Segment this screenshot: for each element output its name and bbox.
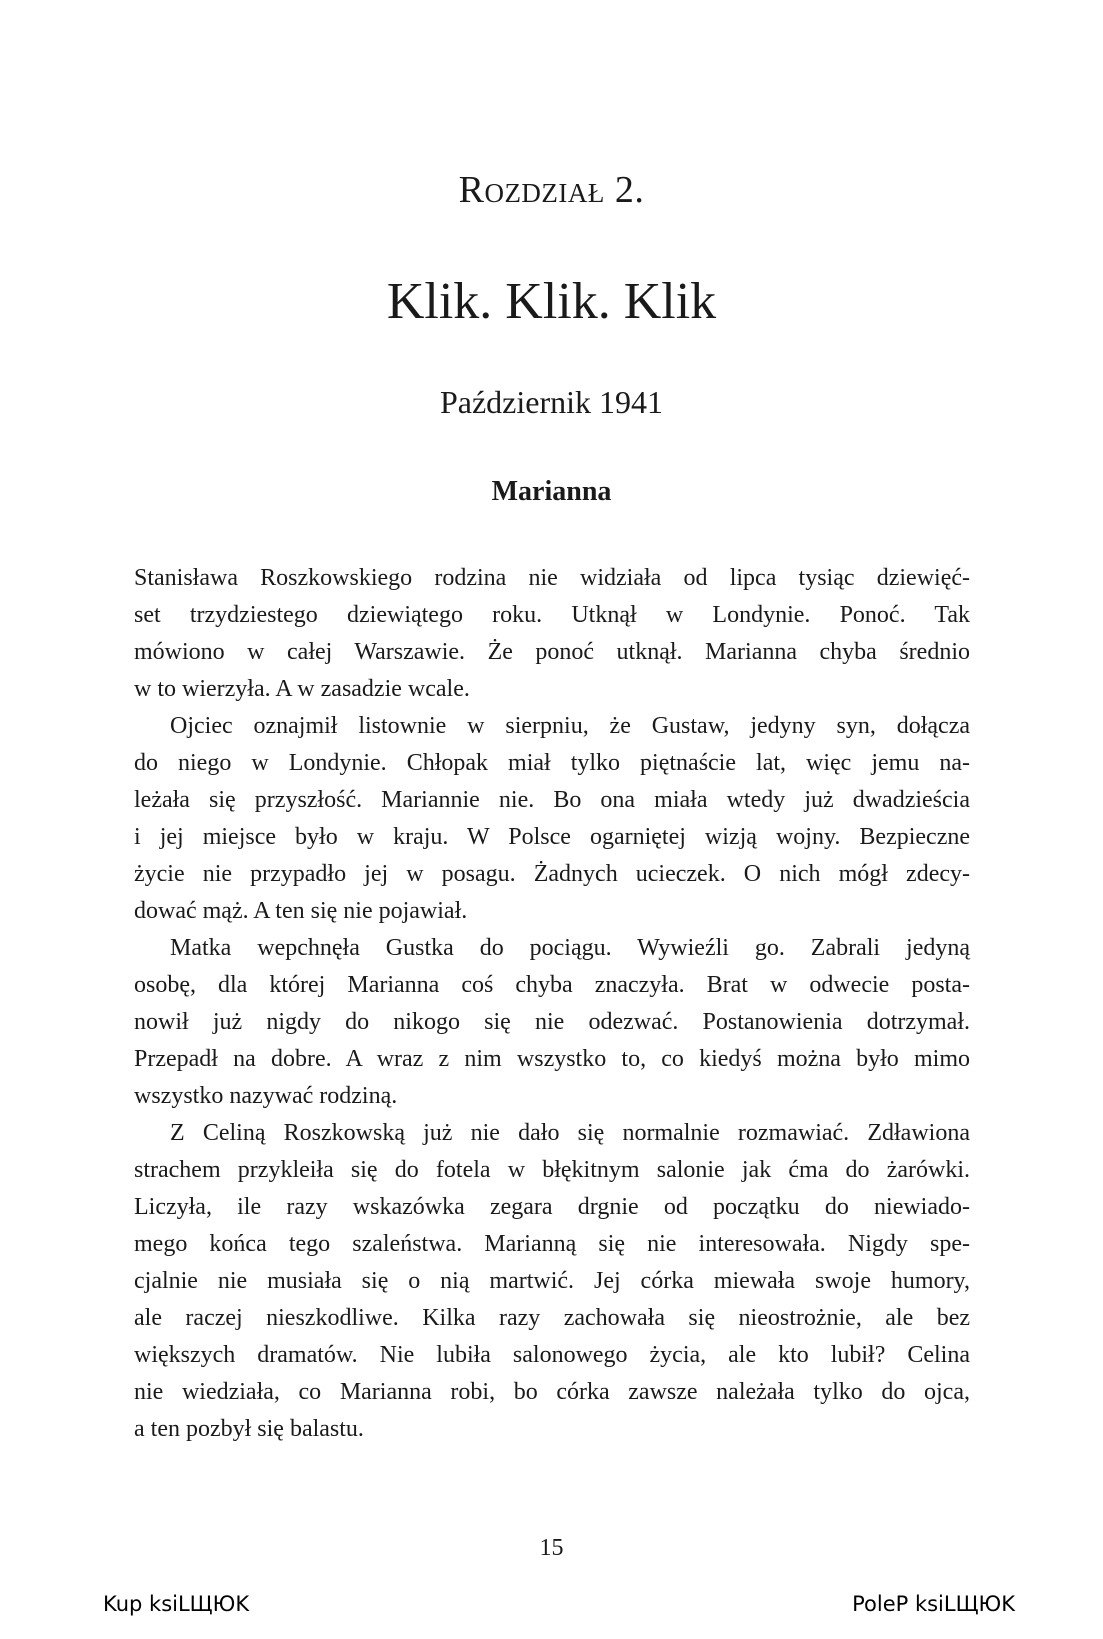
text-line: dować mąż. A ten się nie pojawiał.	[134, 898, 468, 924]
text-line: w to wierzyła. A w zasadzie wcale.	[134, 676, 470, 702]
text-line: set trzydziestego dziewiątego roku. Utknął w Londynie. Ponoć. Tak	[134, 602, 970, 628]
text-line: a ten pozbył się balastu.	[134, 1416, 364, 1442]
text-line: wszystko nazywać rodziną.	[134, 1083, 398, 1109]
text-line: leżała się przyszłość. Mariannie nie. Bo ona miała wtedy już dwadzieścia	[134, 787, 970, 813]
text-line: cjalnie nie musiała się o nią martwić. Jej córka miewała swoje humory,	[134, 1268, 970, 1294]
text-line: Stanisława Roszkowskiego rodzina nie widziała od lipca tysiąc dziewięć-	[134, 565, 970, 591]
text-line: nowił już nigdy do nikogo się nie odezwać. Postanowienia dotrzymał.	[134, 1009, 970, 1035]
page-number: 15	[539, 1535, 564, 1561]
text-line: Liczyła, ile razy wskazówka zegara drgnie od początku do niewiado-	[134, 1194, 970, 1220]
recommend-book-link[interactable]: PoleP ksiLЩЮK	[852, 1592, 1015, 1616]
text-line: nie wiedziała, co Marianna robi, bo córka zawsze należała tylko do ojca,	[134, 1379, 970, 1405]
text-line: strachem przykleiła się do fotela w błękitnym salonie jak ćma do żarówki.	[134, 1157, 970, 1183]
text-line: Matka wepchnęła Gustka do pociągu. Wywieźli go. Zabrali jedyną	[170, 935, 970, 961]
text-line: Z Celiną Roszkowską już nie dało się normalnie rozmawiać. Zdławiona	[170, 1120, 970, 1146]
buy-book-link[interactable]: Kup ksiLЩЮK	[103, 1592, 250, 1616]
body-text	[134, 560, 970, 1448]
text-line: mego końca tego szaleństwa. Marianną się nie interesowała. Nigdy spe-	[134, 1231, 970, 1257]
chapter-label	[0, 168, 1103, 212]
section-name: Marianna	[491, 476, 612, 507]
date-heading: Październik 1941	[439, 384, 664, 420]
text-line: i jej miejsce było w kraju. W Polsce ogarniętej wizją wojny. Bezpieczne	[134, 824, 970, 850]
text-line: Przepadł na dobre. A wraz z nim wszystko to, co kiedyś można było mimo	[134, 1046, 970, 1072]
text-line: życie nie przypadło jej w posagu. Żadnych ucieczek. O nich mógł zdecy-	[134, 861, 970, 887]
chapter-label-text: Rozdział 2.	[458, 169, 645, 211]
text-line: osobę, dla której Marianna coś chyba znaczyła. Brat w odwecie posta-	[134, 972, 970, 998]
text-line: większych dramatów. Nie lubiła salonowego życia, ale kto lubił? Celina	[134, 1342, 970, 1368]
text-line: ale raczej nieszkodliwe. Kilka razy zachowała się nieostrożnie, ale bez	[134, 1305, 970, 1331]
chapter-title: Klik. Klik. Klik	[386, 273, 717, 330]
text-line: mówiono w całej Warszawie. Że ponoć utknął. Marianna chyba średnio	[134, 639, 970, 665]
text-line: do niego w Londynie. Chłopak miał tylko piętnaście lat, więc jemu na-	[134, 750, 970, 776]
text-line: Ojciec oznajmił listownie w sierpniu, że Gustaw, jedyny syn, dołącza	[170, 713, 970, 739]
